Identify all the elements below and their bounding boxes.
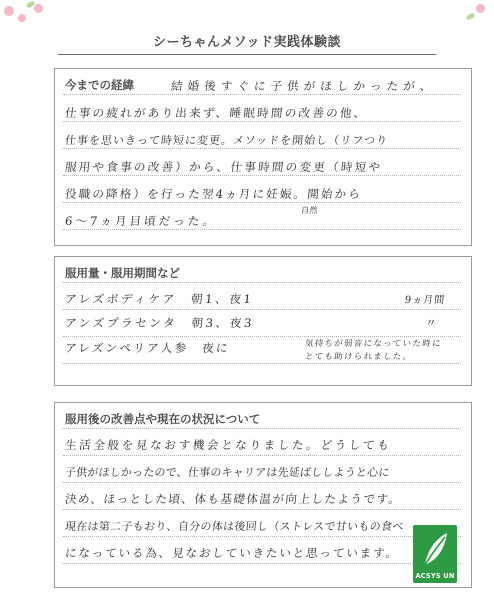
dosage-period: 9ヵ月間: [404, 295, 446, 306]
flower-icon: [18, 14, 26, 22]
handwritten-line: 決め、ほっとした頃、体も基礎体温が向上したようです。: [64, 492, 403, 506]
leaf-icon: [465, 12, 475, 21]
title-divider: [58, 54, 436, 55]
improvement-section: [54, 402, 472, 588]
leaf-icon: [413, 527, 457, 571]
handwritten-note: とても助けられました。: [304, 351, 414, 361]
handwritten-line: アレズンペリア人参 夜に: [64, 341, 231, 355]
handwritten-line: 6～7ヵ月目頃だった。: [64, 214, 218, 228]
logo-text: ACSYS UN: [415, 572, 455, 580]
ruled-line: [63, 482, 461, 483]
ruled-line: [63, 229, 461, 230]
handwritten-line: 服用や食事の改善）から、仕事時間の変更（時短や: [64, 160, 384, 174]
flower-icon: [34, 4, 43, 13]
ruled-line: [63, 363, 461, 364]
handwritten-line: 現在は第二子もおり、自分の体は後回し（ストレスで甘いもの食べ: [64, 520, 405, 533]
ruled-line: [63, 309, 461, 310]
ditto-mark: 〃: [424, 316, 438, 330]
ruled-line: [63, 148, 461, 149]
section-heading-dosage: 服用量・服用期間など: [65, 266, 180, 280]
handwritten-line: 子供がほしかったので、仕事のキャリアは先延ばししようと心に: [64, 466, 391, 479]
ruled-line: [63, 282, 461, 283]
flower-icon: [4, 6, 14, 16]
handwritten-line: 仕事の疲れがあり出来ず、睡眠時間の改善の他、: [64, 106, 369, 120]
handwritten-line: 役職の降格）を行った翌4ヵ月に妊娠。開始から: [64, 187, 363, 201]
history-section: [54, 68, 472, 246]
handwritten-line: 仕事を思いきって時短に変更。メソッドを開始し（リフつり: [64, 134, 389, 147]
ruled-line: [63, 509, 461, 510]
brand-logo: [413, 525, 457, 583]
handwritten-line: アレズボディケア 朝1、夜1: [64, 292, 255, 306]
ruled-line: [63, 428, 461, 429]
caret-insertion-note: 自然: [300, 205, 319, 215]
ruled-line: [63, 94, 461, 95]
section-heading-history: 今までの経緯: [65, 78, 134, 92]
handwritten-line: 結婚後すぐに子供がほしかったが、: [170, 79, 438, 93]
ruled-line: [63, 536, 461, 537]
handwritten-line: になっている為、見なおしていきたいと思っています。: [64, 546, 400, 560]
handwritten-line: アンズプラセンタ 朝3、夜3: [64, 316, 255, 330]
dosage-section: [54, 256, 472, 386]
ruled-line: [63, 121, 461, 122]
handwritten-line: 生活全般を見なおす機会となりました。どうしても: [64, 438, 393, 452]
section-heading-improvement: 服用後の改善点や現在の状況について: [65, 412, 261, 426]
ruled-line: [63, 563, 461, 564]
ruled-line: [63, 455, 461, 456]
handwritten-note: 気持ちが弱音になっていた時に: [304, 338, 443, 348]
ruled-line: [63, 175, 461, 176]
flower-icon: [476, 4, 485, 13]
ruled-line: [63, 202, 461, 203]
page-title: シーちゃんメソッド実践体験談: [153, 35, 341, 50]
